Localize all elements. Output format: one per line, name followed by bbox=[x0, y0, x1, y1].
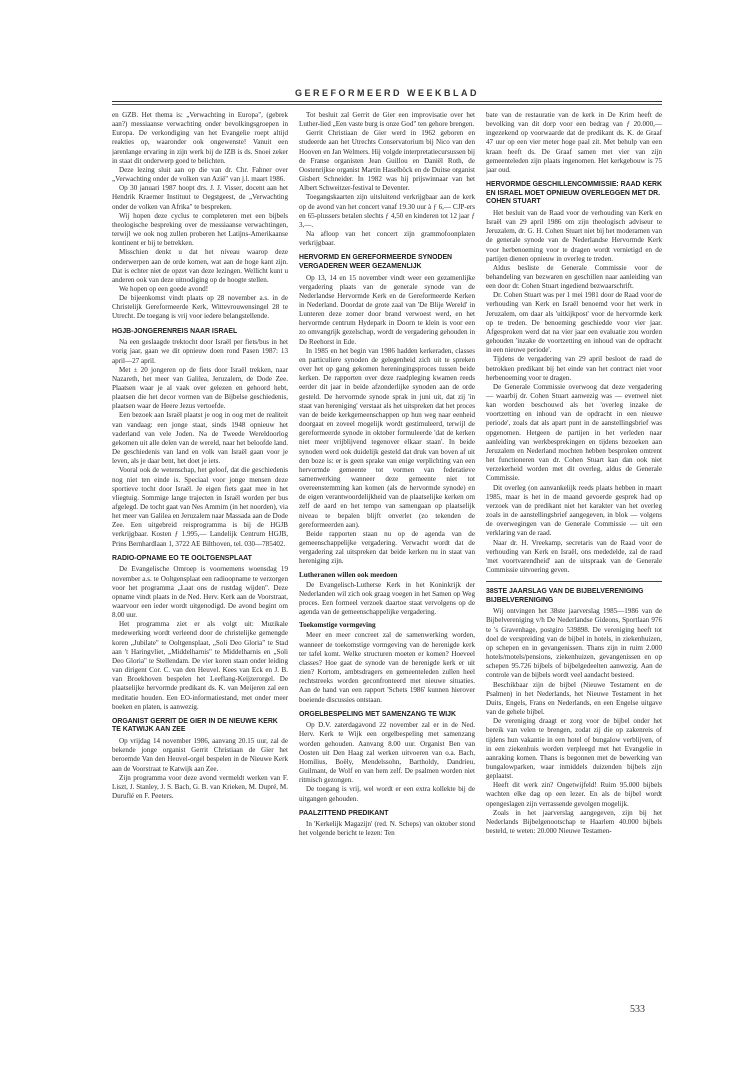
paragraph: Wij ontvingen het 38ste jaarverslag 1985—1986 van de Bijbelvereniging v/h De Nederlandse Gideons, Sportlaan 976 te 's Gravenhage, postgiro 539898. De vereniging heeft tot doel de verspreiding van de bijbel in hotels, in ziekenhuizen, op schepen en in gevangenissen. Thans zijn in ruim 2.000 hotels/motels/pensions, ziekenhuizen, gevangenissen en op schepen 95.726 bijbels of bijbelgedeelten aanwezig. Aan de controle van de bijbels wordt veel aandacht besteed. bbox=[486, 607, 662, 680]
paragraph: bate van de restauratie van de kerk in De Krim heeft de bevolking van dit dorp voor een bedrag van ƒ 20.000,— ingezekend op voorwaarde dat de predikant ds. K. de Graaf 47 uur op een vier meter hoge paal zit. Met behulp van een kraan heeft ds. De Graaf samen met vier van zijn gemeenteleden zijn plaats ingenomen. Het kerkgebouw is 75 jaar oud. bbox=[486, 111, 662, 174]
paragraph: Naar dr. H. Vreekamp, secretaris van de Raad voor de verhouding van Kerk en Israël, ons mededelde, zal de raad 'met voortvarendheid' aan de uitspraak van de Generale Commissie uitvoering geven. bbox=[486, 538, 662, 574]
paragraph: Aldus besliste de Generale Commissie voor de behandeling van bezwaren en geschillen naar aanleiding van een door dr. Cohen Stuart ingediend bezwaarschrift. bbox=[486, 263, 662, 291]
paragraph: Tijdens de vergadering van 29 april besloot de raad de betrokken predikant bij het einde van het contract niet voor herbenoeming voor te dragen. bbox=[486, 355, 662, 382]
paragraph: In 'Kerkelijk Magazijn' (red. N. Scheps) van oktober stond het volgende bericht te lezen: Ten bbox=[299, 820, 475, 838]
masthead-rule-bottom bbox=[112, 104, 662, 105]
article-heading: RADIO-OPNAME EO TE OOLTGENSPLAAT bbox=[112, 554, 252, 562]
paragraph: Na een geslaagde trektocht door Israël per fiets/bus in het vorig jaar, gaan we dit opnieuw doen rond Pasen 1987: 13 april—27 april. bbox=[112, 338, 288, 365]
paragraph: In 1985 en het begin van 1986 hadden kerkeraden, classes en particuliere synoden de gelegenheid zich uit te spreken over het op gang gekomen hereningingsproces tussen beide kerken. De rapporten over deze raadpleging kwamen reeds eerder dit jaar in beide afzonderlijke synoden aan de orde gesteld. De hervormde synode sprak in juni uit, dat zij 'in staat van hereniging' verstaat als het uitspreken dat het proces van de beide kerkgemeenschappen op hun weg naar eenheid doorgaat en zoveel mogelijk wordt gestimuleerd, terwijl de gereformeerde synode in oktober formuleerde 'dat de kerken niet meer vrijblijvend tegenover elkaar staan'. In beide synoden werd ook duidelijk gesteld dat druk van boven af uit den boze is: er is geen sprake van enige verplichting van een hervormde gemeente tot vormen van federatieve samenwerking wanneer deze gemeente niet tot overeenstemming kan komen (als de hervormde synode) en de eigen verantwoordelijkheid van de plaatselijke kerken om zelf de aard en het tempo van samengaan op plaatselijk niveau te bepalen blijft onverlet (zo tekenden de gereformeerden aan). bbox=[299, 346, 475, 529]
paragraph: Op 13, 14 en 15 november vindt weer een gezamenlijke vergadering plaats van de generale synode van de Nederlandse Hervormde Kerk en de Gereformeerde Kerken in Nederland. Doordat de grote zaal van 'De Blije Wereld' in Lunteren deze zomer door brand verwoest werd, en het hervormde centrum Hydepark in Doorn te klein is voor een zo omvangrijk gezelschap, wordt de vergadering gehouden in De Reehorst in Ede. bbox=[299, 273, 475, 346]
paragraph: Beschikbaar zijn de bijbel (Nieuwe Testament en de Psalmen) in het Nederlands, het Nieuwe Testament in het Duits, Engels, Frans en Nederlands, en een Engelse uitgave van de gehele bijbel. bbox=[486, 680, 662, 717]
paragraph: Toegangskaarten zijn uitsluitend verkrijgbaar aan de kerk op de avond van het concert vanaf 19.30 uur à ƒ 6,— CJP-ers en 65-plussers betalen slechts ƒ 4,50 en kinderen tot 12 jaar ƒ 3,—. bbox=[299, 193, 475, 229]
paragraph: Een bezoek aan Israël plaatst je oog in oog met de realiteit van vandaag: een jonge staat, sinds 1948 opnieuw het vaderland van vele Joden. Na de Tweede Wereldoorlog gekomen uit alle delen van de wereld, naar het beloofde land. De geschiedenis van land en volk van Israël gaan voor je leven, als je daar bent, het doet je iets. bbox=[112, 411, 288, 466]
paragraph: Deze lezing sluit aan op die van dr. Chr. Fahner over „Verwachting onder de volken van Azië" van j.l. maart 1986. bbox=[112, 165, 288, 184]
paragraph: Op D.V. zaterdagavond 22 november zal er in de Ned. Herv. Kerk te Wijk een orgelbespeling met samenzang worden gehouden. Aanvang 8.00 uur. Organist Ben van Oosten uit Den Haag zal werken uitvoeren van o.a. Bach, Homilius, Boëly, Mendelssohn, Bartholdy, Dandrieu, Guilmant, de Wolf en van hem zelf. De psalmen worden niet ritmisch gezongen. bbox=[299, 721, 475, 785]
paragraph: Op 30 januari 1987 hoopt drs. J. J. Visser, docent aan het Hendrik Kraemer Instituut te Oegstgeest, de „Verwachting onder de volken van Afrika" te bespreken. bbox=[112, 184, 288, 211]
paragraph: Het programma ziet er als volgt uit: Muzikale medewerking wordt verleend door de christelijke gemengde koren „Jubilate" te Ooltgensplaat, „Soli Deo Gloria" te Stad aan 't Haringvliet, „Middelharnis" te Middelharnis en „Soli Deo Gloria" te Stellendam. De vier koren staan onder leiding van dirigent Cor. C. van den Heuvel. Kees van Eck en J. B. van Broekhoven bespelen het Leeflang-Keijzerorgel. De plaatselijke hervormde predikant ds. K. van Meijeren zal een meditatie houden. Een EO-informatiestand, met onder meer boeken en platen, is aanwezig. bbox=[112, 620, 288, 711]
paragraph: Meer en meer concreet zal de samenwerking worden, wanneer de toekomstige vormgeving van de herenigde kerk ter tafel komt. Welke structuren moeten er komen? Hoeveel classes? Hoe gaat de synode van de herenigde kerk er uit zien? Kortom, ambtsdragers en gemeenteleden zullen heel rechtstreeks worden geconfronteerd met nieuwe situaties. Aan de hand van een rapport 'Schets 1986' kunnen hierover boeiende discussies ontstaan. bbox=[299, 631, 475, 704]
paragraph: Dit overleg (on aanvankelijk reeds plaats hebben in maart 1985, maar is het in de maand gevoerde gesprek had op verzoek van de predikant niet het karakter van het overleg zoals in de aanstellingsbrief aangegeven, in blok — volgens de overwegingen van de Generale Commissie — uit een verklaring van de raad. bbox=[486, 483, 662, 538]
column-right bbox=[486, 111, 662, 1006]
paragraph: Dr. Cohen Stuart was per 1 mei 1981 door de Raad voor de verhouding van Kerk en Israël benoemd voor het werk in Jeruzalem, om daar als 'uitkijkpost' voor de hervormde kerk op te treden. De benoeming geschiedde voor vier jaar. Afgesproken werd dat na vier jaar een evaluatie zou worden gehouden 'inzake de voortzetting en inhoud van de opdracht in een nieuwe periode'. bbox=[486, 291, 662, 355]
paragraph: Gerrit Christiaan de Gier werd in 1962 geboren en studeerde aan het Utrechts Conservatorium bij Nico van den Hooven en Jan Welmers. Hij volgde interpretatiecursussen bij de Franse organisten Jean Guillou en Daniël Roth, de Oostenrijkse organist Martin Haselböck en de Duitse organist Gisbert Schneider. In 1982 was hij prijswinnaar van het Albert Schweitzer-festival te Deventer. bbox=[299, 129, 475, 193]
paragraph: Het besluit van de Raad voor de verhouding van Kerk en Israël van 29 april 1986 om zijn theologisch adviseur te Jeruzalem, dr. G. H. Cohen Stuart niet bij het moderamen van de generale synode van de Nederlandse Hervormde Kerk voor herbenoeming voor te dragen wordt vernietigd en de partijen dienen opnieuw in overleg te treden. bbox=[486, 208, 662, 263]
paragraph: We hopen op een goede avond! bbox=[119, 284, 209, 293]
article-heading: HGJB-JONGERENREIS NAAR ISRAEL bbox=[112, 327, 238, 335]
article-heading: 38STE JAARSLAG VAN DE BIJBELVERENIGING BIJBELVERENIGING bbox=[486, 588, 644, 604]
paragraph: Zijn programma voor deze avond vermeldt werken van F. Liszt, J. Stanley, J. S. Bach, G. B. van Krieken, M. Dupré, M. Duruflé en F. Peeters. bbox=[112, 773, 288, 800]
paragraph: De bijeenkomst vindt plaats op 28 november a.s. in de Christelijk Gereformeerde Kerk, Wittevrouwensingel 28 te Utrecht. De toegang is vrij voor iedere belangstellende. bbox=[112, 294, 288, 321]
paragraph: Wij hopen deze cyclus te completeren met een bijbels theologische bespreking over de messiaanse verwachtingen, terwijl we ook nog zullen proberen het Latijns-Amerikaanse kontinent er bij te betrekken. bbox=[112, 211, 288, 248]
masthead-title: GEREFORMEERD WEEKBLAD bbox=[294, 88, 479, 98]
article-heading: HERVORMDE GESCHILLENCOMMISSIE: RAAD KERK EN ISRAEL MOET OPNIEUW OVERLEGGEN MET DR. COHEN STUART bbox=[486, 181, 662, 206]
paragraph: De Evangelisch-Lutherse Kerk in het Koninkrijk der Nederlanden wil zich ook graag voegen in het Samen op Weg proces. Een formeel verzoek daartoe staat vervolgens op de agenda van de gemeenschappelijke vergadering. bbox=[299, 580, 475, 617]
paragraph: Na afloop van het concert zijn grammofoonplaten verkrijgbaar. bbox=[299, 230, 475, 248]
article-heading: ORGANIST GERRIT DE GIER IN DE NIEUWE KERK TE KATWIJK AAN ZEE bbox=[112, 717, 278, 734]
section-divider bbox=[486, 581, 662, 582]
subheading: Toekomstige vormgeving bbox=[299, 621, 376, 630]
column-left bbox=[112, 111, 288, 1006]
page-number: 533 bbox=[630, 1004, 645, 1015]
subheading: Lutheranen willen ook meedoen bbox=[299, 570, 398, 579]
paragraph: Misschien denkt u dat het niveau waarop deze onderwerpen aan de orde komen, wat aan de hoge kant zijn. Dat is echter niet de opzet van deze lezingen. Wellicht kunt u anderen ook van deze uitnodiging op de hoogte stellen. bbox=[112, 248, 288, 284]
paragraph: De vereniging draagt er zorg voor de bijbel onder het bereik van velen te brengen, zodat zij die op zakenreis of tijdens hun vakantie in een hotel of bungalow verblijven, of in een ziekenhuis worden verpleegd met het Evangelie in aanraking komen. Thans is begonnen met de bewerking van bungalowparken, waar inmiddels duizenden bijbels zijn geplaatst. bbox=[486, 717, 662, 781]
paragraph: Met ± 20 jongeren op de fiets door Israël trekken, naar Nazareth, het meer van Galilea, Jeruzalem, de Dode Zee. Plaatsen waar je al vaak over gelezen en gehoord hebt, plaatsen die het decor vormen van de Bijbelse geschiedenis, plaatsen waar de Heere Jezus vertoefde. bbox=[112, 365, 288, 411]
paragraph: Tot besluit zal Gerrit de Gier een improvisatie over het Luther-lied „Een vaste burg is onze God" ten gehore brengen. bbox=[299, 111, 475, 129]
paragraph: en GZB. Het thema is: „Verwachting in Europa", (gebrek aan?) messiaanse verwachting onder bevolkingsgroepen in Europa. De verkondiging van het Evangelie roept altijd reakties op, waaronder ook ongewenste! Vanuit een jarenlange ervaring in zijn werk bij de IZB is ds. Snoei zeker in staat dit onderwerp goed te belichten. bbox=[112, 111, 288, 165]
paragraph: Beide rapporten staan nu op de agenda van de gemeenschappelijke vergadering. Verwacht wordt dat de vergadering zal uitspreken dat beide kerken nu in staat van hereniging zijn. bbox=[299, 529, 475, 566]
paragraph: Vooral ook de wetenschap, het geloof, dat die geschiedenis nog niet ten einde is. Speciaal voor jonge mensen deze sportieve tocht door Israël. Je eigen fiets gaat mee in het vliegtuig. Sommige lange trajecten in Israël worden per bus afgelegd. De tocht gaat van Nes Ammim (in het noorden), via het meer van Galilea en Jeruzalem naar Massada aan de Dode Zee. Een uitgebreid reisprogramma is bij de HGJB verkrijgbaar. Kosten ƒ 1.995,— Landelijk Centrum HGJB, Prins Bernhardlaan 1, 3722 AE Bilthoven, tel. 030—785402. bbox=[112, 466, 288, 548]
paragraph: De Generale Commissie overwoog dat deze vergadering — waarbij dr. Cohen Stuart aanwezig was — evenwel niet kan worden beschouwd als het 'overleg inzake de voortzetting en inhoud van de opdracht in een nieuwe periode', zoals dat als apart punt in de aanstellingsbrief was opgenomen. Hetgeen de partijen in het verleden naar aanleiding van werkbesprekingen en tijdens bezoeken aan Jeruzalem en Nederland mochten hebben besproken omtrent het functioneren van dr. Cohen Stuart kan dan ook niet verzekerheid worden met dit overleg, aldus de Generale Commissie. bbox=[486, 382, 662, 483]
paragraph: De Evangelische Omroep is voornemens woensdag 19 november a.s. te Ooltgensplaat een radioopname te verzorgen voor het programma „Laat ons de rustdag wijden". Deze opname vindt plaats in de Ned. Herv. Kerk aan de Voorstraat, waarvoor een ieder wordt uitgenodigd. De avond begint om 8.00 uur. bbox=[112, 565, 288, 620]
paragraph: Op vrijdag 14 november 1986, aanvang 20.15 uur, zal de bekende jonge organist Gerrit Christiaan de Gier het beroemde Van den Heuvel-orgel bespelen in de Nieuwe Kerk aan de Voorstraat te Katwijk aan Zee. bbox=[112, 737, 288, 773]
article-heading: PAALZITTEND PREDIKANT bbox=[299, 809, 389, 817]
paragraph: Zoals in het jaarverslag aangegeven, zijn bij het Nederlands Bijbelgenootschap te Haarlem 40.000 bijbels besteld, te weten: 20.000 Nieuwe Testamen- bbox=[486, 808, 662, 836]
paragraph: De toegang is vrij, wel wordt er een extra kollekte bij de uitgangen gehouden. bbox=[299, 785, 475, 803]
masthead-rule-top bbox=[112, 101, 662, 102]
paragraph: Heeft dit werk zin? Ongetwijfeld! Ruim 95.000 bijbels wachten elke dag op een lezer. En als de bijbel wordt opengeslagen zijn verrassende gevolgen mogelijk. bbox=[486, 781, 662, 808]
article-heading: HERVORMD EN GEREFORMEERDE SYNODEN VERGADEREN WEER GEZAMENLIJK bbox=[299, 254, 453, 270]
column-middle bbox=[299, 111, 475, 1006]
article-heading: ORGELBESPELING MET SAMENZANG TE WIJK bbox=[299, 710, 456, 718]
